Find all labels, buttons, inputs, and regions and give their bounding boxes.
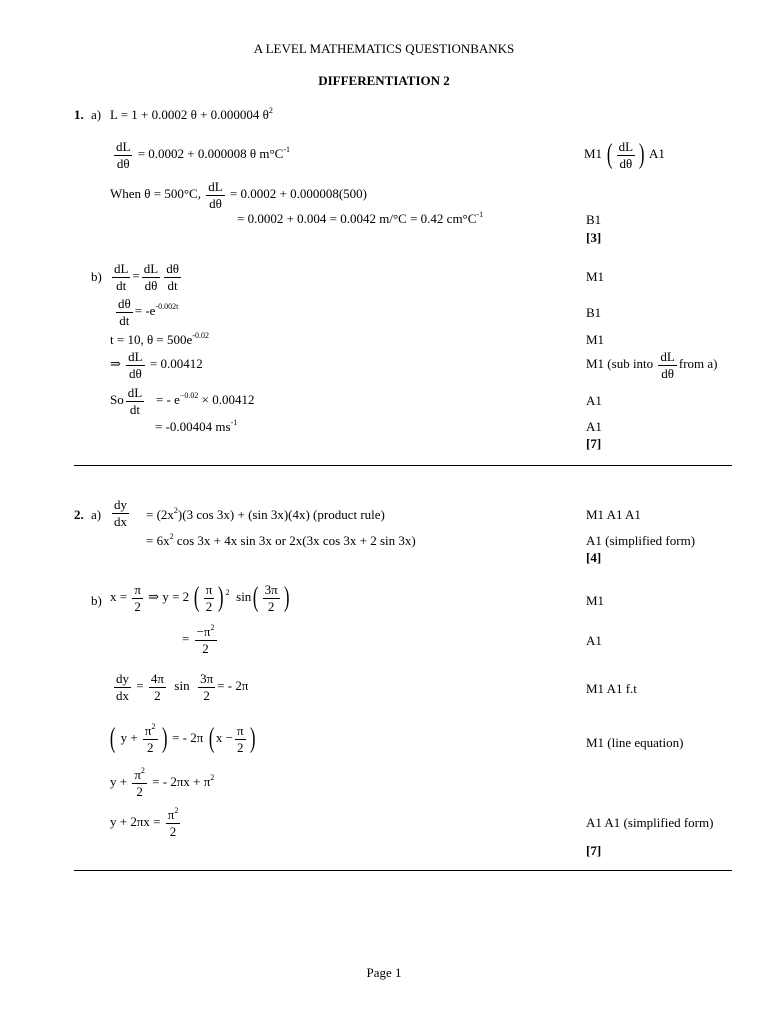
q1a-given: L = 1 + 0.0002 θ + 0.000004 $\theta^2$ (110, 106, 273, 122)
q2b-y-result: = $\frac{-\pi^2}{2}$ (182, 623, 215, 656)
q1-number: 1. (74, 107, 84, 122)
section-title: DIFFERENTIATION 2 (318, 73, 450, 88)
q2b-mark-5: A1 A1 (simplified form) (586, 815, 714, 830)
q2b-line-5: y + 2πx = $\frac{\pi^2}{2}$ (110, 806, 179, 839)
q1a-mark-b1: B1 (586, 212, 602, 227)
q1b-final: = -0.00404 $ms^{-1}$ (155, 418, 238, 434)
section-divider (74, 870, 732, 871)
q1b-theta-value: t = 10, $\theta = 500e^{-0.02}$ (110, 331, 209, 347)
q2b-mark-3: M1 A1 f.t (586, 681, 637, 696)
q2a-mark-1: M1 A1 A1 (586, 507, 641, 522)
section-divider (74, 465, 732, 466)
q2b-line-equation: ( y + $\frac{\pi^2}{2}$ ) = - 2π ( x − $\frac{\pi}{2}$ ) (109, 722, 256, 755)
q2a-label: a) (91, 507, 102, 522)
q1b-dtheta-dt: $\frac{d\theta}{dt}$ = $-e^{-0.002t}$ (118, 296, 179, 328)
q2b-gradient: $\frac{dy}{dx}$ = $\frac{4\pi}{2}$ sin $\frac{3\pi}{2}$ = - 2π (116, 671, 249, 703)
q1a-label: a) (91, 107, 102, 122)
q2b-mark-1: M1 (586, 593, 605, 608)
q1b-label: b) (91, 269, 102, 284)
q1a-result: = 0.0002 + 0.004 = 0.0042 m/°C = 0.42 $cm^\circ C^{-1}$ (237, 210, 484, 226)
q1b-mark-5: A1 (586, 393, 602, 408)
q1b-mark-4: M1 (sub into $\frac{dL}{d\theta}$ from a) (586, 349, 718, 381)
q2a-mark-2: A1 (simplified form) (586, 533, 696, 548)
q2a-line-2: = $6x^2$ cos 3x + 4x sin 3x or 2x(3x cos 3x + 2 sin 3x) (146, 532, 416, 548)
q2b-label: b) (91, 593, 102, 608)
q1a-when: When θ = 500°C, $\frac{dL}{d\theta}$ = 0.0002 + 0.000008(500) (110, 179, 367, 211)
q1b-mark-1: M1 (586, 269, 605, 284)
q1a-derivative: $\frac{dL}{d\theta}$ = 0.0002 + 0.000008 θ $m^\circ C^{-1}$ (116, 139, 290, 171)
q1b-chain-rule: $\frac{dL}{dt}$ = $\frac{dL}{d\theta}$ $\frac{d\theta}{dt}$ (114, 261, 179, 293)
page-number: Page 1 (366, 965, 402, 980)
q2a-total: [4] (586, 550, 602, 565)
q2-number: 2. (74, 507, 84, 522)
document-title: A LEVEL MATHEMATICS QUESTIONBANKS (253, 41, 515, 56)
q2a-dy-dx: $\frac{dy}{dx}$ (114, 497, 127, 529)
q2b-line-4: y + $\frac{\pi^2}{2}$ = - $2\pi x + \pi^2$ (110, 766, 215, 799)
q2a-line-1: = $(2x^2)(3$ cos 3x) + (sin 3x)(4x) (product rule) (146, 506, 385, 522)
q1b-mark-3: M1 (586, 332, 605, 347)
q2b-mark-4: M1 (line equation) (586, 735, 684, 750)
q1b-dl-dtheta-value: ⇒ $\frac{dL}{d\theta}$ = 0.00412 (110, 349, 203, 381)
q2b-y-value: x = $\frac{\pi}{2}$ ⇒ y = 2 ( $\frac{\pi}{2}$ ) $^2$ sin( $\frac{3\pi}{2}$ ) (110, 582, 290, 614)
q2b-mark-2: A1 (586, 633, 602, 648)
q1b-so-line: So $\frac{dL}{dt}$ = - $e^{-0.02} \times 0.00412$ (110, 385, 255, 417)
q1b-mark-6: A1 (586, 419, 602, 434)
q1a-mark-1: M1 ( $\frac{dL}{d\theta}$ ) A1 (584, 139, 665, 171)
q1a-total: [3] (586, 230, 602, 245)
q1b-total: [7] (586, 436, 602, 451)
q1b-mark-2: B1 (586, 305, 602, 320)
q2b-total: [7] (586, 843, 602, 858)
